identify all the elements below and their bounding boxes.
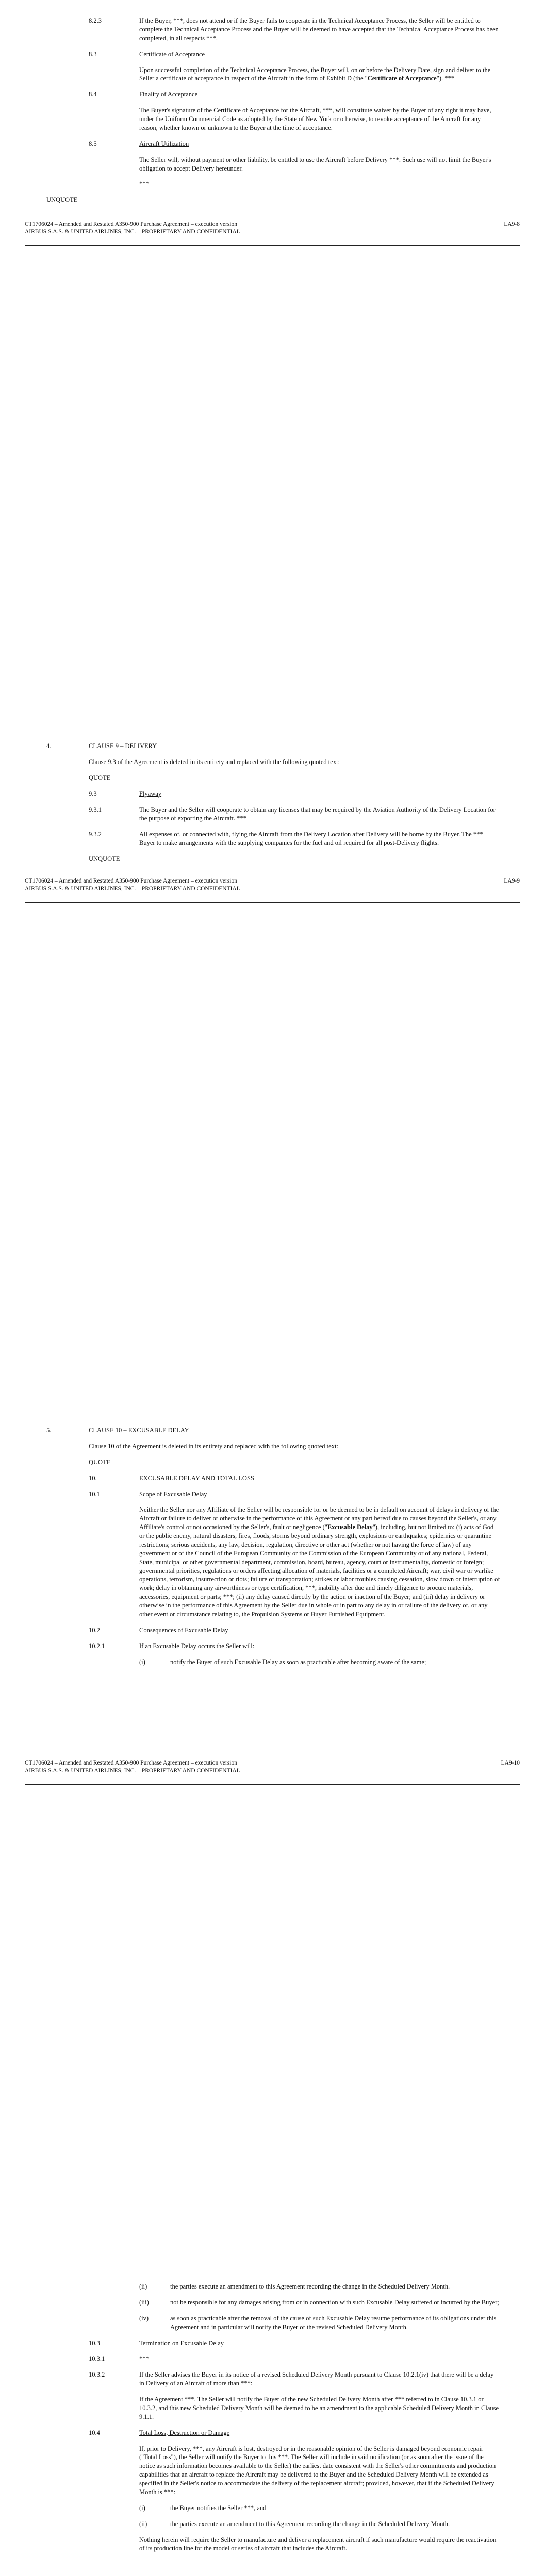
item-text: the parties execute an amendment to this Agreement recording the change in the Scheduled Delivery Month.: [170, 2283, 450, 2290]
quote-line: [0, 1458, 544, 1467]
clause-9-3-heading: [0, 790, 544, 799]
list-item: [0, 1658, 544, 1667]
redaction-stars: ***: [139, 180, 149, 188]
section-4-intro: [0, 758, 544, 767]
list-item: [0, 2282, 544, 2291]
clause-text: The Buyer's signature of the Certificate of Acceptance for the Aircraft, ***, will constitute waiver by the Buyer of any right it may have, under the Uniform Commercial Code as adopted by the State of New York or otherwise, to revoke acceptance of the Aircraft for any reason, whether known or unknown to the Buyer at the time of acceptance.: [139, 107, 491, 131]
clause-8-5-heading: [0, 140, 544, 148]
list-item: [0, 2314, 544, 2332]
clause-10-3-heading: [0, 2339, 544, 2348]
section-title: CLAUSE 9 – DELIVERY: [89, 742, 157, 750]
unquote: UNQUOTE: [89, 855, 120, 862]
clause-number: 9.3.2: [89, 831, 102, 838]
clause-title: EXCUSABLE DELAY AND TOTAL LOSS: [139, 1474, 254, 1482]
clause-10-3-2: [0, 2370, 544, 2388]
clause-title: Total Loss, Destruction or Damage: [139, 2429, 230, 2436]
quote-line: [0, 774, 544, 783]
stars-line: [0, 180, 544, 189]
clause-number: 8.2.3: [89, 17, 102, 24]
page-divider: [25, 1784, 520, 1785]
clause-title: Finality of Acceptance: [139, 91, 198, 98]
page-footer: [25, 1759, 520, 1775]
clause-number: 9.3: [89, 790, 97, 798]
item-text: not be responsible for any damages arising from or in connection with such Excusable Delay suffered or incurred by the Buyer;: [170, 2298, 499, 2306]
page-divider: [25, 902, 520, 903]
clause-number: 9.3.1: [89, 806, 102, 814]
item-label: (ii): [139, 2520, 147, 2528]
clause-number: 10.1: [89, 1490, 100, 1498]
clause-10-2-heading: [0, 1626, 544, 1635]
page-la9-8: [0, 16, 544, 212]
clause-text: All expenses of, or connected with, flying the Aircraft from the Delivery Location after Delivery will be borne by the Buyer. The *** Buyer to make arrangements with the supplying companies for the fuel and oil required for all post-Delivery flights.: [139, 831, 483, 847]
footer-line-2: AIRBUS S.A.S. & UNITED AIRLINES, INC. – PROPRIETARY AND CONFIDENTIAL: [25, 1767, 240, 1774]
clause-text: [139, 66, 500, 83]
clause-text: The Seller will, without payment or other liability, be entitled to use the Aircraft before Delivery ***. Such use will not limit the Buyer's obligation to accept Delivery hereunder.: [139, 156, 491, 172]
item-text: the Buyer notifies the Seller ***, and: [170, 2504, 267, 2512]
clause-text: If the Buyer, ***, does not attend or if the Buyer fails to cooperate in the Technical Acceptance Process, the Seller will be entitled to complete the Technical Acceptance Process and the Buyer will be deemed to have accepted that the Technical Acceptance Process has been completed, in all respects ***.: [139, 17, 499, 42]
item-text: notify the Buyer of such Excusable Delay as soon as practicable after becoming aware of the same;: [170, 1658, 426, 1666]
clause-text: If the Seller advises the Buyer in its notice of a revised Scheduled Delivery Month pursuant to Clause 10.2.1(iv) that there will be a delay in Delivery of an Aircraft of more than ***:: [139, 2371, 494, 2387]
clause-number: 10.: [89, 1474, 97, 1482]
clause-number: 10.2.1: [89, 1642, 105, 1650]
clause-8-5-body: [0, 156, 544, 173]
clause-number: 8.5: [89, 140, 97, 147]
clause-text: The Buyer and the Seller will cooperate to obtain any licenses that may be required by the Aviation Authority of the Delivery Location for the purpose of exporting the Aircraft. ***: [139, 806, 496, 822]
section-number: 4.: [46, 742, 52, 750]
clause-text: Nothing herein will require the Seller to manufacture and deliver a replacement aircraft if such manufacture would require the reactivation of its production line for the model or series of aircraft that includes the Aircraft.: [139, 2536, 497, 2552]
clause-8-4-body: [0, 106, 544, 132]
footer-line-1: CT1706024 – Amended and Restated A350-900 Purchase Agreement – execution version: [25, 878, 237, 884]
item-label: (iii): [139, 2298, 149, 2306]
clause-text: If, prior to Delivery, ***, any Aircraft is lost, destroyed or in the reasonable opinion of the Seller is damaged beyond economic repair ("Total Loss"), the Seller will notify the Buyer to this ***. The Seller will include in said notification (or as soon after the issue of the notice as such information becomes available to the Seller) the earliest date consistent with the Seller's other commitments and production capabilities that an aircraft to replace the Aircraft may be delivered to the Buyer and the Scheduled Delivery Month will be extended as specified in the Seller's notice to accommodate the delivery of the replacement aircraft; provided, however, that if the Scheduled Delivery Month is ***:: [139, 2445, 496, 2496]
list-item: [0, 2520, 544, 2529]
clause-text: If an Excusable Delay occurs the Seller will:: [139, 1642, 255, 1650]
text-part: "), including, but not limited to: (i) acts of God or the public enemy, natural disasters, fires, floods, storms beyond ordinary strength, explosions or earthquakes; epidemics or quarantine restrictions; serious accidents, any law, decision, regulation, directive or other act (whether or not having the force of law) of any government or of the Council of the European Community or the Commission of the European Community or of any national, Federal, State, municipal or other governmental department, commission, board, bureau, agency, court or instrumentality, domestic or foreign; governmental priorities, regulations or orders affecting allocation of materials, facilities or a completed Aircraft; war, civil war or warlike operations, terrorism, insurrection or riots; failure of transportation; strikes or labor troubles causing cessation, slow down or interruption of work; delay in obtaining any airworthiness or type certification, ***, inability after due and timely diligence to procure materials, accessories, equipment or parts; ***; (ii) any delay caused directly by the action or inaction of the Buyer; and (iii) delay in delivery or otherwise in the performance of this Agreement by the Seller due in whole or in part to any delay in or failure of the delivery of, or any other event or circumstance relating to, the Propulsion Systems or Buyer Furnished Equipment.: [139, 1523, 500, 1618]
text-part: Neither the Seller nor any Affiliate of the Seller will be responsible for or be deemed to be in default on account of delays in delivery of the Aircraft or failure to deliver or otherwise in the performance of this Agreement or any part hereof due to causes beyond the Seller's, or any Affiliate's control or not occasioned by the Seller's, fault or negligence (": [139, 1506, 499, 1531]
clause-10-1-heading: [0, 1490, 544, 1499]
clause-text: ***: [139, 2355, 149, 2363]
intro-text: Clause 10 of the Agreement is deleted in its entirety and replaced with the following quoted text:: [89, 1442, 338, 1450]
page-la9-9: [0, 742, 544, 871]
defined-term: Certificate of Acceptance: [367, 75, 437, 82]
unquote-line: [0, 855, 544, 863]
clause-10-3-1: [0, 2354, 544, 2363]
page-footer: [25, 221, 520, 236]
list-item: [0, 2504, 544, 2513]
page-la9-11: [0, 2282, 544, 2560]
page-la9-10: [0, 1426, 544, 1673]
clause-10-4-body: [0, 2445, 544, 2497]
clause-10-4-heading: [0, 2429, 544, 2437]
footer-line-2: AIRBUS S.A.S. & UNITED AIRLINES, INC. – PROPRIETARY AND CONFIDENTIAL: [25, 885, 240, 892]
item-text: the parties execute an amendment to this Agreement recording the change in the Scheduled Delivery Month.: [170, 2520, 450, 2528]
clause-title: Aircraft Utilization: [139, 140, 189, 147]
clause-number: 10.2: [89, 1626, 100, 1634]
clause-9-3-2: [0, 830, 544, 848]
clause-8-2-3: [0, 16, 544, 43]
clause-number: 8.3: [89, 50, 97, 58]
clause-8-4-heading: [0, 90, 544, 99]
section-title: CLAUSE 10 – EXCUSABLE DELAY: [89, 1427, 189, 1434]
clause-title: Certificate of Acceptance: [139, 50, 205, 58]
quote: QUOTE: [89, 1458, 111, 1466]
clause-10-2-1: [0, 1642, 544, 1651]
clause-10-3-2-cont: [0, 2395, 544, 2421]
list-item: [0, 2298, 544, 2307]
clause-10-1-body: [0, 1505, 544, 1618]
section-5-heading: [0, 1426, 544, 1435]
clause-number: 10.4: [89, 2429, 100, 2436]
unquote-line: [0, 196, 544, 205]
clause-title: Flyaway: [139, 790, 162, 798]
footer-line-1: CT1706024 – Amended and Restated A350-900 Purchase Agreement – execution version: [25, 221, 237, 227]
closing-paragraph: [0, 2536, 544, 2553]
clause-8-3-body: [0, 66, 544, 83]
page-divider: [25, 245, 520, 246]
clause-number: 8.4: [89, 91, 97, 98]
intro-text: Clause 9.3 of the Agreement is deleted in its entirety and replaced with the following quoted text:: [89, 758, 340, 766]
clause-number: 10.3.1: [89, 2355, 105, 2363]
item-label: (i): [139, 2504, 145, 2512]
item-label: (iv): [139, 2314, 149, 2322]
clause-number: 10.3.2: [89, 2371, 105, 2379]
quote: QUOTE: [89, 774, 111, 782]
section-5-intro: [0, 1442, 544, 1451]
unquote: UNQUOTE: [46, 196, 78, 204]
clause-title: Scope of Excusable Delay: [139, 1490, 207, 1498]
clause-title: Termination on Excusable Delay: [139, 2339, 224, 2347]
section-4-heading: [0, 742, 544, 751]
page-footer: [25, 877, 520, 893]
item-label: (ii): [139, 2283, 147, 2290]
clause-10-heading: [0, 1474, 544, 1483]
item-label: (i): [139, 1658, 145, 1666]
clause-number: 10.3: [89, 2339, 100, 2347]
page-number: LA9-8: [504, 221, 520, 227]
clause-text: [139, 1505, 500, 1618]
footer-line-2: AIRBUS S.A.S. & UNITED AIRLINES, INC. – PROPRIETARY AND CONFIDENTIAL: [25, 228, 240, 235]
clause-9-3-1: [0, 806, 544, 823]
section-number: 5.: [46, 1427, 52, 1434]
defined-term: Excusable Delay: [327, 1523, 373, 1531]
page-number: LA9-10: [501, 1760, 520, 1766]
text-part: "). ***: [436, 75, 454, 82]
item-text: as soon as practicable after the removal of the cause of such Excusable Delay resume performance of its obligations under this Agreement and in particular will notify the Buyer of the revised Scheduled Delivery Month.: [170, 2314, 497, 2331]
clause-title: Consequences of Excusable Delay: [139, 1626, 228, 1634]
page-number: LA9-9: [504, 878, 520, 884]
clause-8-3-heading: [0, 50, 544, 59]
text-part: Upon successful completion of the Technical Acceptance Process, the Buyer will, on or before the Delivery Date, sign and deliver to the Seller a certificate of acceptance in respect of the Aircraft in the form of Exhibit D (the ": [139, 66, 491, 82]
footer-line-1: CT1706024 – Amended and Restated A350-900 Purchase Agreement – execution version: [25, 1760, 237, 1766]
clause-text: If the Agreement ***. The Seller will notify the Buyer of the new Scheduled Delivery Month after *** referred to in Clause 10.3.1 or 10.3.2, and this new Scheduled Delivery Month will be deemed to be an amendment to the applicable Scheduled Delivery Month in Clause 9.1.1.: [139, 2396, 499, 2420]
